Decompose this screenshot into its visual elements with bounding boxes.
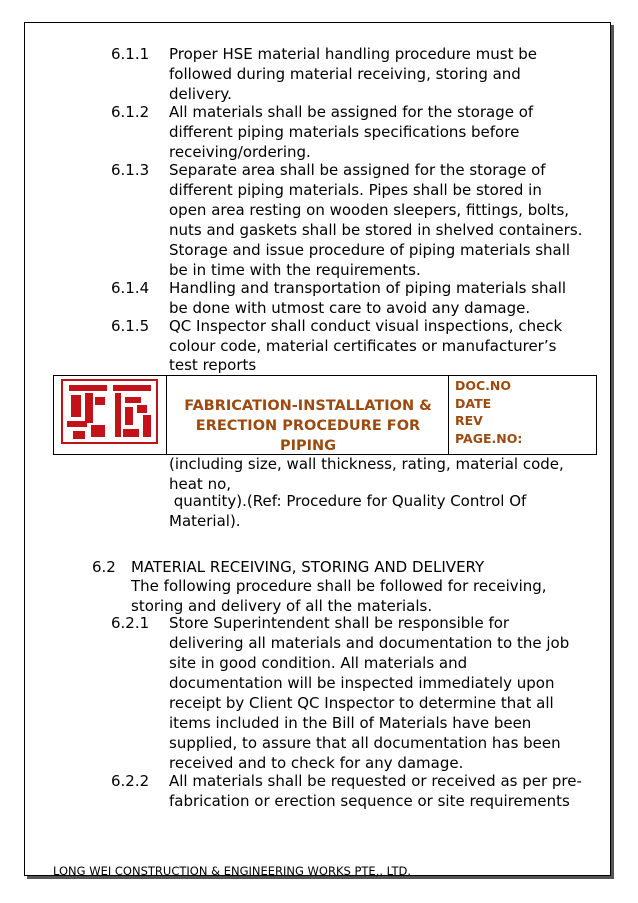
item-line: Storage and issue procedure of piping materials shall xyxy=(169,241,571,259)
item-line: Handling and transportation of piping materials shall xyxy=(169,279,567,297)
item-line: open area resting on wooden sleepers, fittings, bolts, xyxy=(169,201,570,219)
item-number: 6.1.3 xyxy=(111,161,150,179)
item-line: test reports xyxy=(169,356,257,374)
item-number: 6.1.1 xyxy=(111,45,150,63)
item-line: receiving/ordering. xyxy=(169,143,311,161)
item-line: All materials shall be assigned for the storage of xyxy=(169,103,534,121)
item-line: QC Inspector shall conduct visual inspections, check xyxy=(169,317,563,335)
page-no-label: PAGE.NO: xyxy=(455,430,523,446)
section-intro-line: storing and delivery of all the materials. xyxy=(131,597,433,615)
document-header-table xyxy=(53,375,597,455)
item-line: delivery. xyxy=(169,85,232,103)
item-number: 6.2.2 xyxy=(111,772,150,790)
item-line: Separate area shall be assigned for the storage of xyxy=(169,161,546,179)
item-line: fabrication or erection sequence or site requirements xyxy=(169,792,570,810)
item-line: delivering all materials and documentation to the job xyxy=(169,634,570,652)
company-footer: LONG WEI CONSTRUCTION & ENGINEERING WORKS PTE,. LTD. xyxy=(53,864,412,878)
item-number: 6.1.4 xyxy=(111,279,150,297)
item-line: received and to check for any damage. xyxy=(169,754,464,772)
rev-label: REV xyxy=(455,413,483,428)
company-logo xyxy=(61,379,158,444)
item-line: different piping materials specifications before xyxy=(169,123,520,141)
item-line: be in time with the requirements. xyxy=(169,261,421,279)
item-line: Material). xyxy=(169,512,241,530)
item-line: quantity).(Ref: Procedure for Quality Control Of xyxy=(169,492,527,510)
item-line: Proper HSE material handling procedure must be xyxy=(169,45,537,63)
item-number: 6.2.1 xyxy=(111,614,150,632)
item-line: site in good condition. All materials and xyxy=(169,654,468,672)
item-number: 6.1.2 xyxy=(111,103,150,121)
date-label: DATE xyxy=(455,395,492,411)
document-meta xyxy=(455,377,522,447)
item-line: heat no, xyxy=(169,475,232,493)
item-line: followed during material receiving, storing and xyxy=(169,65,521,83)
item-line: supplied, to assure that all documentation has been xyxy=(169,734,561,752)
item-line: (including size, wall thickness, rating, material code, xyxy=(169,455,564,473)
item-line: documentation will be inspected immediately upon xyxy=(169,674,555,692)
header-divider xyxy=(448,376,449,454)
item-line: be done with utmost care to avoid any damage. xyxy=(169,299,531,317)
item-line: All materials shall be requested or received as per pre- xyxy=(169,772,582,790)
item-line: Store Superintendent shall be responsible for xyxy=(169,614,510,632)
section-number: 6.2 xyxy=(92,558,116,576)
item-line: colour code, material certificates or manufacturer’s xyxy=(169,337,557,355)
page-shadow xyxy=(611,25,614,879)
section-intro-line: The following procedure shall be followed for receiving, xyxy=(131,577,547,595)
item-line: receipt by Client QC Inspector to determine that all xyxy=(169,694,554,712)
header-divider xyxy=(166,376,167,454)
item-line: items included in the Bill of Materials have been xyxy=(169,714,532,732)
section-title: MATERIAL RECEIVING, STORING AND DELIVERY xyxy=(131,558,485,576)
item-number: 6.1.5 xyxy=(111,317,150,335)
doc-no-label: DOC.NO xyxy=(455,378,512,393)
item-line: different piping materials. Pipes shall be stored in xyxy=(169,181,542,199)
item-line: nuts and gaskets shall be stored in shelved containers. xyxy=(169,221,583,239)
document-title: FABRICATION-INSTALLATION & ERECTION PROCEDURE FOR PIPING xyxy=(184,398,432,454)
